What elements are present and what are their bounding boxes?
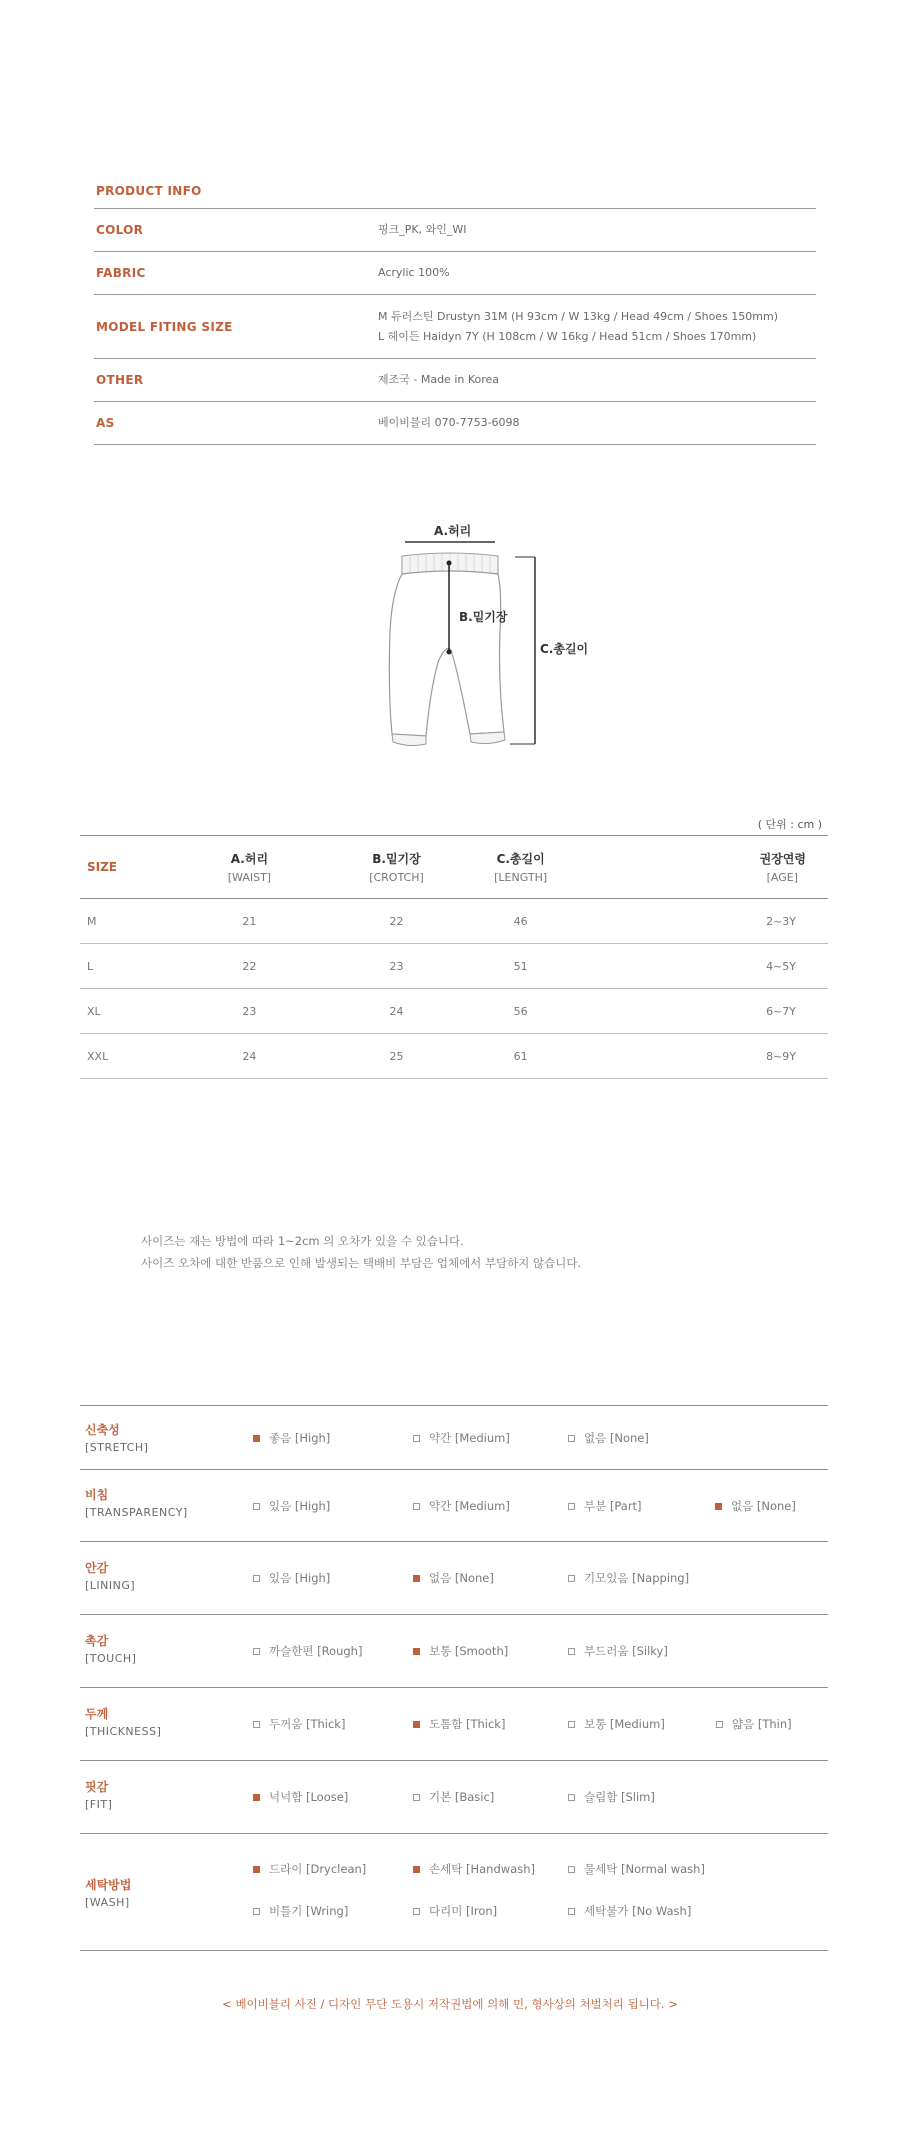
option-iron[interactable]: 다리미 [Iron] xyxy=(413,1903,497,1919)
product-info-title: PRODUCT INFO xyxy=(96,184,202,198)
model-fitting-key: MODEL FITING SIZE xyxy=(96,319,233,334)
unchecked-box-icon xyxy=(253,1575,260,1582)
crotch-cell: 22 xyxy=(319,899,474,944)
unchecked-box-icon xyxy=(253,1648,260,1655)
fabric-row xyxy=(94,252,816,295)
unit-label: ( 단위 : cm ) xyxy=(757,818,822,831)
option-none[interactable]: 없음 [None] xyxy=(413,1570,494,1586)
size-row-xl xyxy=(80,989,828,1034)
attr-label: 안감 [LINING] xyxy=(85,1561,136,1592)
unchecked-box-icon xyxy=(253,1908,260,1915)
option-high[interactable]: 좋음 [High] xyxy=(253,1430,330,1446)
attr-label: 신축성 [STRETCH] xyxy=(85,1423,149,1454)
age-cell: 2~3Y xyxy=(567,899,828,944)
size-table-header xyxy=(80,836,828,899)
length-column-header: C.총길이 [LENGTH] xyxy=(474,836,568,899)
model-line-m: M 듀러스틴 Drustyn 31M (H 93cm / W 13kg / Head 49cm / Shoes 150mm) xyxy=(378,309,779,323)
crotch-label: B.밑기장 xyxy=(459,610,508,624)
option-high[interactable]: 있음 [High] xyxy=(253,1570,330,1586)
crotch-cell: 24 xyxy=(319,989,474,1034)
unchecked-box-icon xyxy=(253,1503,260,1510)
option-basic[interactable]: 기본 [Basic] xyxy=(413,1789,494,1805)
crotch-cell: 25 xyxy=(319,1034,474,1079)
other-key: OTHER xyxy=(96,373,144,387)
checked-box-icon xyxy=(253,1435,260,1442)
unchecked-box-icon xyxy=(568,1908,575,1915)
age-cell: 6~7Y xyxy=(567,989,828,1034)
option-medium[interactable]: 약간 [Medium] xyxy=(413,1498,510,1514)
unchecked-box-icon xyxy=(716,1721,723,1728)
option-slim[interactable]: 슬림함 [Slim] xyxy=(568,1789,655,1805)
option-none[interactable]: 없음 [None] xyxy=(715,1498,796,1514)
checked-box-icon xyxy=(413,1575,420,1582)
color-key: COLOR xyxy=(96,223,144,237)
age-cell: 8~9Y xyxy=(567,1034,828,1079)
checked-box-icon xyxy=(413,1866,420,1873)
model-line-l: L 헤이든 Haidyn 7Y (H 108cm / W 16kg / Head 51cm / Shoes 170mm) xyxy=(378,329,757,343)
pants-size-diagram xyxy=(380,522,620,762)
size-notes xyxy=(141,1230,581,1274)
size-cell: M xyxy=(80,899,180,944)
waist-cell: 24 xyxy=(180,1034,319,1079)
waist-cell: 23 xyxy=(180,989,319,1034)
checked-box-icon xyxy=(413,1721,420,1728)
unchecked-box-icon xyxy=(413,1503,420,1510)
crotch-column-header: B.밑기장 [CROTCH] xyxy=(319,836,474,899)
attr-row-touch xyxy=(80,1615,828,1688)
option-none[interactable]: 없음 [None] xyxy=(568,1430,649,1446)
size-row-xxl xyxy=(80,1034,828,1079)
product-info-header-row xyxy=(94,174,816,209)
model-fitting-value xyxy=(378,307,778,347)
attr-row-thickness xyxy=(80,1688,828,1761)
note-line: 사이즈는 재는 방법에 따라 1~2cm 의 오차가 있을 수 있습니다. xyxy=(141,1234,464,1248)
checked-box-icon xyxy=(413,1648,420,1655)
checked-box-icon xyxy=(253,1794,260,1801)
attr-label: 비침 [TRANSPARENCY] xyxy=(85,1488,188,1519)
checked-box-icon xyxy=(253,1866,260,1873)
fabric-key: FABRIC xyxy=(96,266,146,280)
length-cell: 46 xyxy=(474,899,568,944)
other-value: 제조국 - Made in Korea xyxy=(378,373,500,386)
size-row-l xyxy=(80,944,828,989)
product-info-table xyxy=(94,174,816,445)
option-smooth[interactable]: 보통 [Smooth] xyxy=(413,1643,508,1659)
as-key: AS xyxy=(96,416,115,430)
unchecked-box-icon xyxy=(568,1721,575,1728)
color-value: 핑크_PK, 와인_WI xyxy=(378,223,467,236)
option-thin[interactable]: 얇음 [Thin] xyxy=(716,1716,792,1732)
unchecked-box-icon xyxy=(413,1908,420,1915)
waist-label: A.허리 xyxy=(434,524,472,538)
option-medium[interactable]: 약간 [Medium] xyxy=(413,1430,510,1446)
fabric-value: Acrylic 100% xyxy=(378,266,450,279)
option-loose[interactable]: 넉넉함 [Loose] xyxy=(253,1789,348,1805)
unchecked-box-icon xyxy=(568,1575,575,1582)
option-silky[interactable]: 부드러움 [Silky] xyxy=(568,1643,668,1659)
option-rough[interactable]: 까슬한편 [Rough] xyxy=(253,1643,362,1659)
as-row xyxy=(94,402,816,445)
length-cell: 61 xyxy=(474,1034,568,1079)
color-row xyxy=(94,209,816,252)
waist-column-header: A.허리 [WAIST] xyxy=(180,836,319,899)
crotch-cell: 23 xyxy=(319,944,474,989)
waist-cell: 21 xyxy=(180,899,319,944)
attr-row-stretch xyxy=(80,1406,828,1470)
fabric-attribute-table xyxy=(80,1405,828,1951)
unchecked-box-icon xyxy=(568,1435,575,1442)
size-cell: XXL xyxy=(80,1034,180,1079)
size-cell: XL xyxy=(80,989,180,1034)
attr-label: 세탁방법 [WASH] xyxy=(85,1878,132,1909)
as-value: 베이비블리 070-7753-6098 xyxy=(378,416,520,429)
size-row-m xyxy=(80,899,828,944)
unchecked-box-icon xyxy=(413,1435,420,1442)
option-thick[interactable]: 두꺼움 [Thick] xyxy=(253,1716,345,1732)
option-thick-2[interactable]: 도톰함 [Thick] xyxy=(413,1716,505,1732)
attr-row-lining xyxy=(80,1542,828,1615)
unchecked-box-icon xyxy=(568,1648,575,1655)
unchecked-box-icon xyxy=(253,1721,260,1728)
attr-row-fit xyxy=(80,1761,828,1834)
unchecked-box-icon xyxy=(568,1794,575,1801)
length-cell: 56 xyxy=(474,989,568,1034)
length-cell: 51 xyxy=(474,944,568,989)
note-line: 사이즈 오차에 대한 반품으로 인해 발생되는 택배비 부담은 업체에서 부담하지 않습니다. xyxy=(141,1256,582,1270)
checked-box-icon xyxy=(715,1503,722,1510)
option-wring[interactable]: 비틀기 [Wring] xyxy=(253,1903,348,1919)
attr-label: 촉감 [TOUCH] xyxy=(85,1634,137,1665)
unchecked-box-icon xyxy=(568,1503,575,1510)
unchecked-box-icon xyxy=(568,1866,575,1873)
option-medium[interactable]: 보통 [Medium] xyxy=(568,1716,665,1732)
attr-row-transparency xyxy=(80,1470,828,1542)
model-fitting-row xyxy=(94,295,816,359)
length-label: C.총길이 xyxy=(540,642,589,656)
copyright-notice: < 베이비블리 사진 / 디자인 무단 도용시 저작권법에 의해 민, 형사상의 처벌처리 됩니다. > xyxy=(222,1997,678,2011)
waist-cell: 22 xyxy=(180,944,319,989)
option-no-wash[interactable]: 세탁불가 [No Wash] xyxy=(568,1903,691,1919)
age-cell: 4~5Y xyxy=(567,944,828,989)
attr-row-wash xyxy=(80,1834,828,1951)
option-handwash[interactable]: 손세탁 [Handwash] xyxy=(413,1861,535,1877)
other-row xyxy=(94,359,816,402)
size-cell: L xyxy=(80,944,180,989)
size-header: SIZE xyxy=(80,836,180,899)
age-column-header: 권장연령 [AGE] xyxy=(567,836,828,899)
attr-label: 두께 [THICKNESS] xyxy=(85,1707,162,1738)
option-dryclean[interactable]: 드라이 [Dryclean] xyxy=(253,1861,366,1877)
attr-label: 핏감 [FIT] xyxy=(85,1780,113,1811)
option-high[interactable]: 있음 [High] xyxy=(253,1498,330,1514)
option-napping[interactable]: 기모있음 [Napping] xyxy=(568,1570,689,1586)
unchecked-box-icon xyxy=(413,1794,420,1801)
size-table xyxy=(80,835,828,1079)
option-normal-wash[interactable]: 물세탁 [Normal wash] xyxy=(568,1861,705,1877)
option-part[interactable]: 부분 [Part] xyxy=(568,1498,642,1514)
